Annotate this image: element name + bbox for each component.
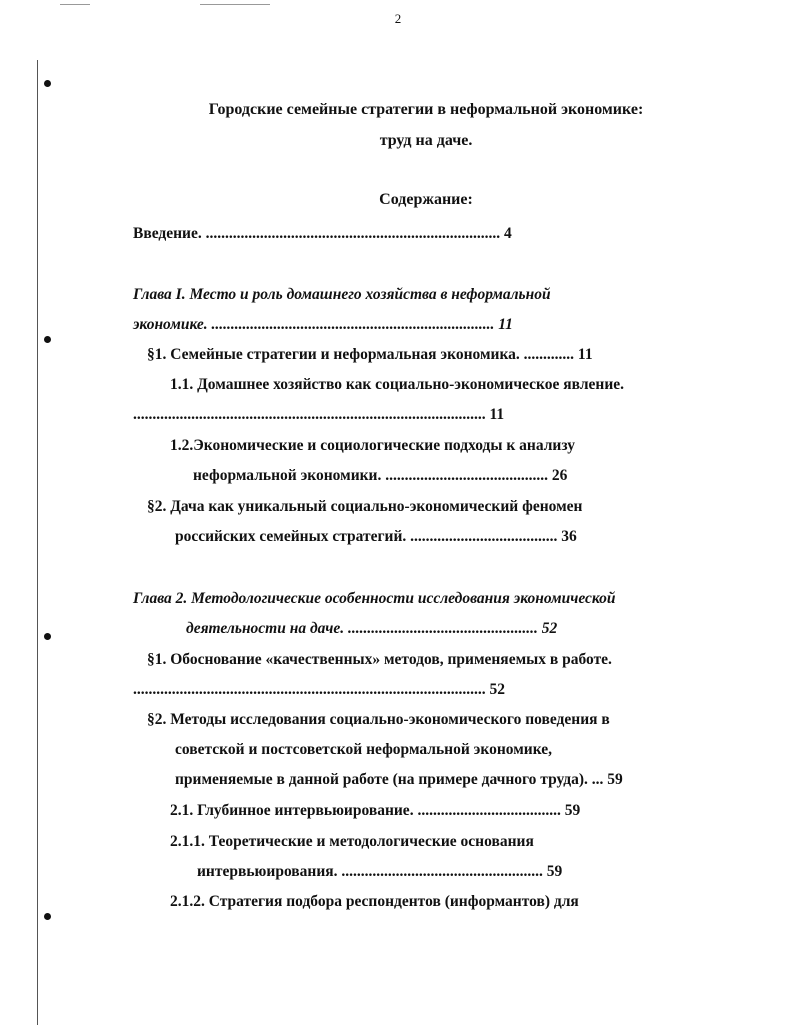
toc-entry: ........................................................................................... 52 <box>133 681 505 698</box>
punch-hole-mark <box>44 633 51 640</box>
toc-chapter-title: Глава 2. Методологические особенности исследования экономической <box>133 590 616 607</box>
punch-hole-mark <box>44 80 51 87</box>
toc-entry: российских семейных стратегий. ...................................... 36 <box>175 528 577 545</box>
document-subtitle: труд на даче. <box>379 132 473 149</box>
toc-entry: советской и постсоветской неформальной экономике, <box>175 741 553 758</box>
toc-entry: 1.2.Экономические и социологические подходы к анализу <box>170 437 575 454</box>
toc-entry: §1. Обоснование «качественных» методов, применяемых в работе. <box>147 651 612 668</box>
toc-entry: 1.1. Домашнее хозяйство как социально-экономическое явление. <box>170 376 625 393</box>
page-number: 2 <box>394 11 402 26</box>
toc-entry: Введение. ............................................................................ 4 <box>133 225 512 242</box>
toc-chapter-title: экономике. ......................................................................... 11 <box>133 316 513 333</box>
toc-entry: §2. Методы исследования социально-экономического поведения в <box>147 711 610 728</box>
scan-edge-mark <box>200 4 270 5</box>
punch-hole-mark <box>44 336 51 343</box>
toc-chapter-title: деятельности на даче. ................................................. 52 <box>186 620 558 637</box>
document-title: Городские семейные стратегии в неформальной экономике: <box>208 101 644 118</box>
toc-entry: 2.1.2. Стратегия подбора респондентов (информантов) для <box>170 893 579 910</box>
contents-heading: Содержание: <box>379 191 473 208</box>
toc-entry: 2.1. Глубинное интервьюирование. ..................................... 59 <box>170 802 581 819</box>
toc-entry: §1. Семейные стратегии и неформальная экономика. ............. 11 <box>147 346 593 363</box>
toc-entry: неформальной экономики. .......................................... 26 <box>193 467 568 484</box>
toc-entry: 2.1.1. Теоретические и методологические основания <box>170 833 534 850</box>
toc-entry: интервьюирования. .................................................... 59 <box>197 863 563 880</box>
toc-chapter-title: Глава I. Место и роль домашнего хозяйства в неформальной <box>133 286 551 303</box>
punch-hole-mark <box>44 913 51 920</box>
toc-entry: применяемые в данной работе (на примере дачного труда). ... 59 <box>175 771 623 788</box>
toc-entry: §2. Дача как уникальный социально-экономический феномен <box>147 498 583 515</box>
scan-edge-mark <box>60 4 90 5</box>
toc-entry: ........................................................................................... 11 <box>133 406 505 423</box>
